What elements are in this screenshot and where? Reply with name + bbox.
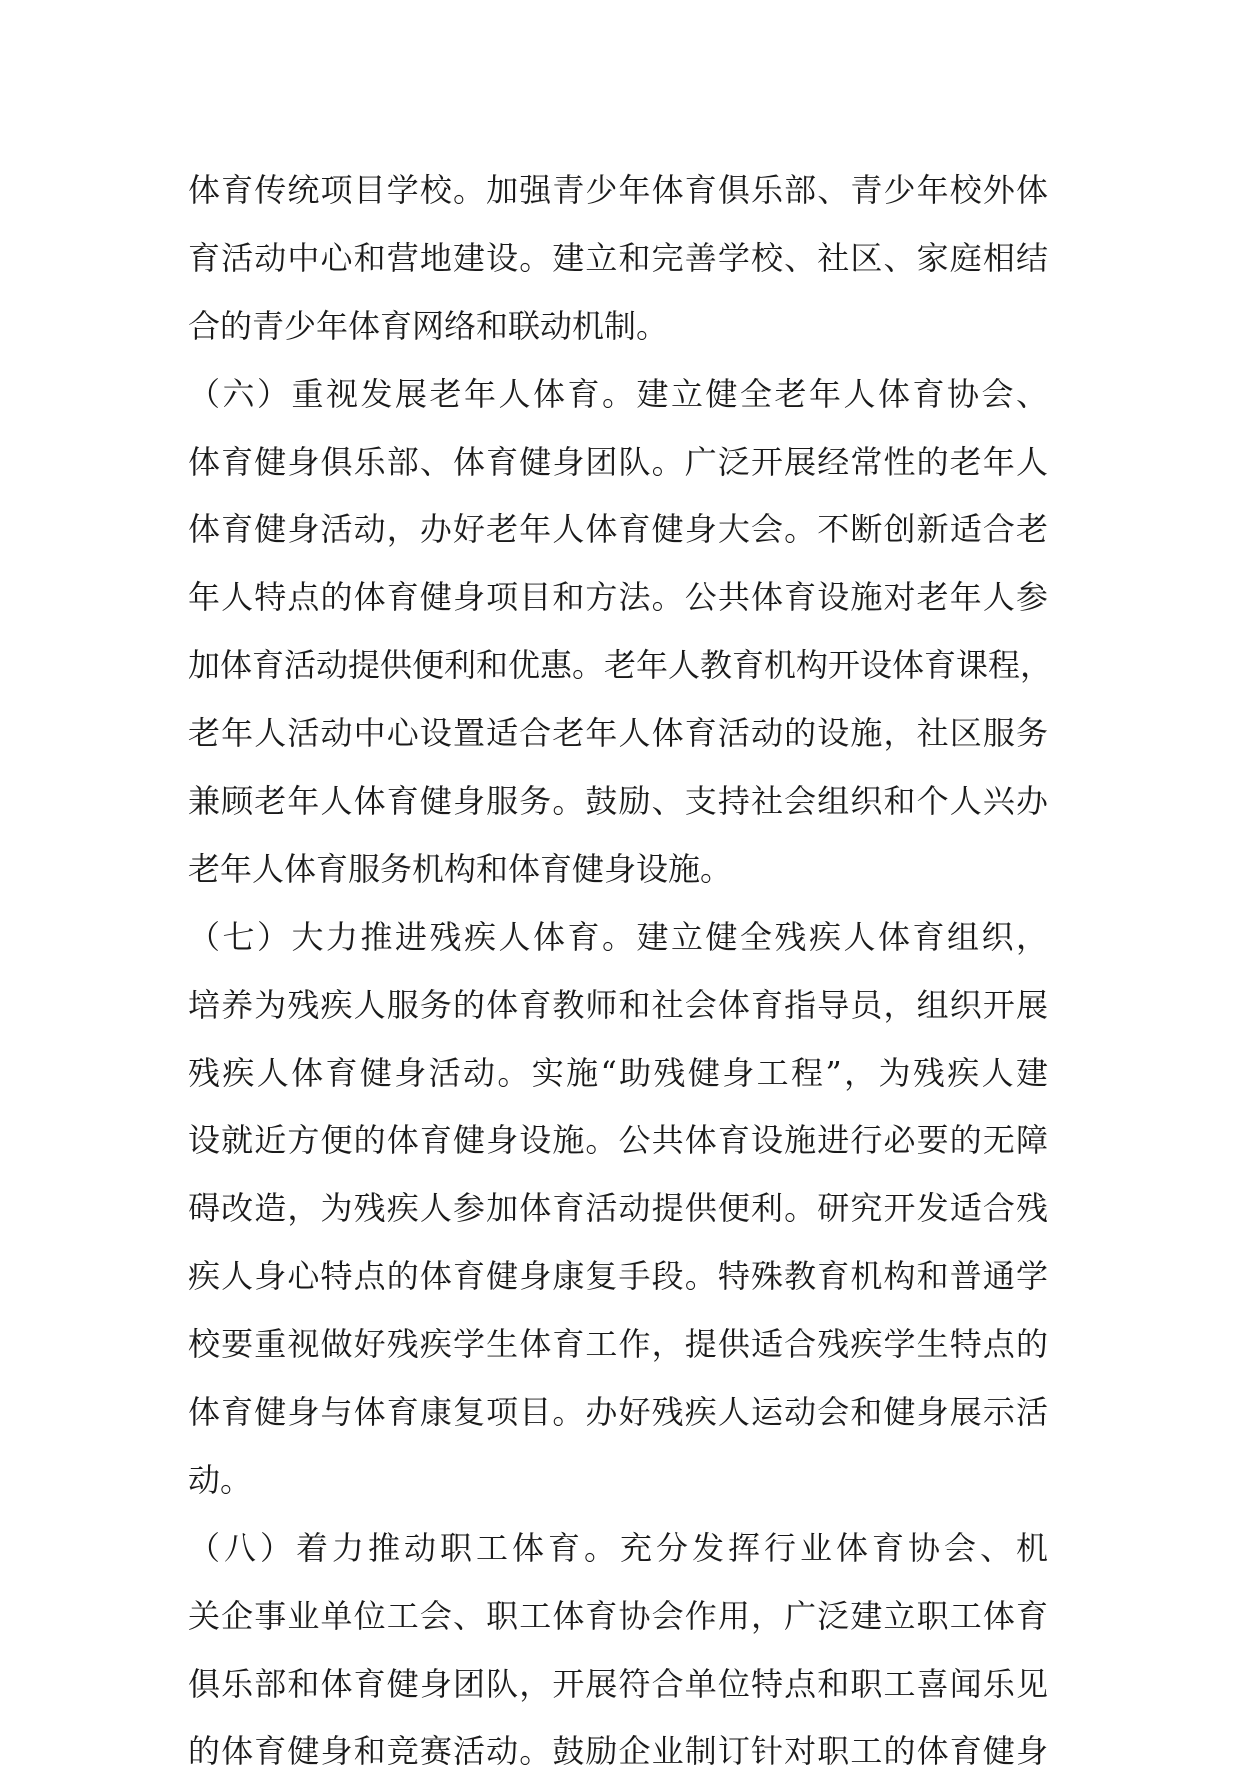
text-line: 动。 bbox=[188, 1460, 253, 1499]
text-line: 的体育健身和竞赛活动。鼓励企业制订针对职工的体育健身 bbox=[188, 1732, 1048, 1771]
text-line: 关企事业单位工会、职工体育协会作用，广泛建立职工体育 bbox=[188, 1596, 1048, 1635]
text-line: 年人特点的体育健身项目和方法。公共体育设施对老年人参 bbox=[188, 578, 1048, 617]
text-line: 设就近方便的体育健身设施。公共体育设施进行必要的无障 bbox=[188, 1121, 1048, 1160]
text-line: 老年人体育服务机构和体育健身设施。 bbox=[188, 849, 733, 888]
paragraph-heading-line: （六）重视发展老年人体育。建立健全老年人体育协会、 bbox=[188, 374, 1048, 413]
paragraph-heading-line: （七）大力推进残疾人体育。建立健全残疾人体育组织， bbox=[188, 917, 1048, 956]
body-text bbox=[188, 157, 1053, 1786]
text-line: 兼顾老年人体育健身服务。鼓励、支持社会组织和个人兴办 bbox=[188, 782, 1048, 821]
text-line: 体育健身与体育康复项目。办好残疾人运动会和健身展示活 bbox=[188, 1393, 1048, 1432]
text-line: 残疾人体育健身活动。实施“助残健身工程”，为残疾人建 bbox=[188, 1053, 1048, 1092]
text-line: 校要重视做好残疾学生体育工作，提供适合残疾学生特点的 bbox=[188, 1325, 1048, 1364]
text-line: 碍改造，为残疾人参加体育活动提供便利。研究开发适合残 bbox=[188, 1189, 1048, 1228]
text-line: 体育传统项目学校。加强青少年体育俱乐部、青少年校外体 bbox=[188, 171, 1048, 209]
text-line: 体育健身活动，办好老年人体育健身大会。不断创新适合老 bbox=[188, 510, 1048, 549]
text-line: 疾人身心特点的体育健身康复手段。特殊教育机构和普通学 bbox=[188, 1257, 1048, 1296]
text-line: 培养为残疾人服务的体育教师和社会体育指导员，组织开展 bbox=[188, 985, 1048, 1024]
text-line: 体育健身俱乐部、体育健身团队。广泛开展经常性的老年人 bbox=[188, 442, 1048, 481]
paragraph-heading-line: （八）着力推动职工体育。充分发挥行业体育协会、机 bbox=[188, 1528, 1048, 1567]
text-line: 老年人活动中心设置适合老年人体育活动的设施，社区服务 bbox=[188, 714, 1048, 753]
text-line: 合的青少年体育网络和联动机制。 bbox=[188, 306, 669, 345]
text-line: 俱乐部和体育健身团队，开展符合单位特点和职工喜闻乐见 bbox=[188, 1664, 1048, 1703]
text-line: 育活动中心和营地建设。建立和完善学校、社区、家庭相结 bbox=[188, 238, 1048, 277]
text-line: 加体育活动提供便利和优惠。老年人教育机构开设体育课程， bbox=[188, 646, 1053, 685]
